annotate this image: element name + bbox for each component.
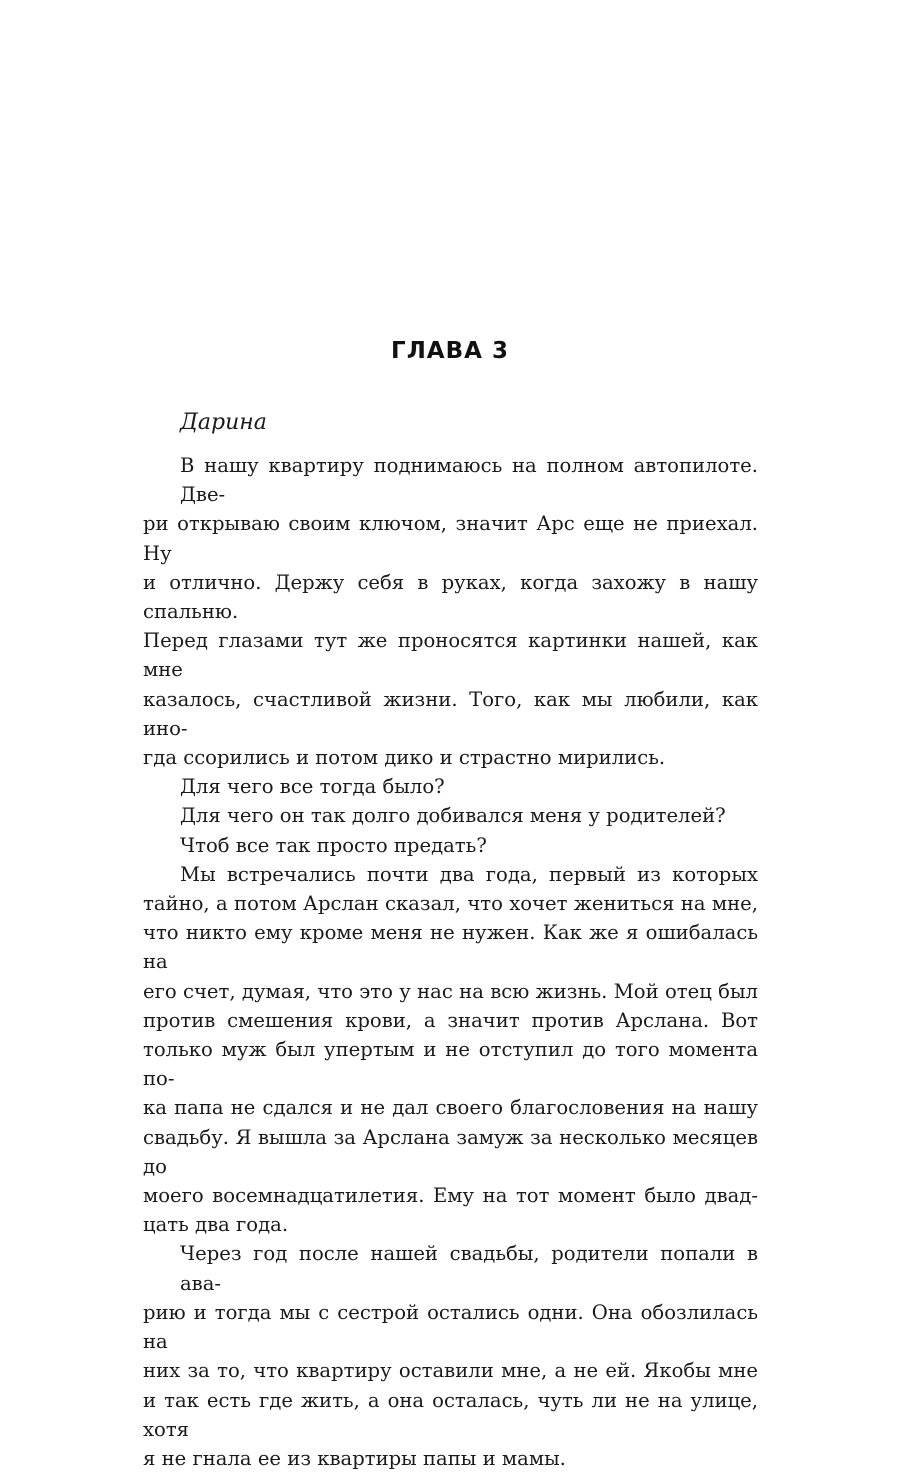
text-line: гда ссорились и потом дико и страстно мирились. [143,746,666,770]
text-line: ка папа не сдался и не дал своего благословения на нашу [143,1096,758,1120]
text-line: Для чего он так долго добивался меня у родителей? [180,804,726,828]
text-line: Чтоб все так просто предать? [180,833,487,857]
text-line: что никто ему кроме меня не нужен. Как же я ошибалась на [143,921,758,974]
text-line: его счет, думая, что это у нас на всю жизнь. Мой отец был [143,979,758,1003]
text-line: только муж был упертым и не отступил до того момента по- [143,1038,758,1091]
text-line: них за то, что квартиру оставили мне, а не ей. Якобы мне [143,1359,758,1383]
text-line: цать два года. [143,1213,289,1237]
text-line: и так есть где жить, а она осталась, чуть ли не на улице, хотя [143,1388,758,1441]
text-line: казалось, счастливой жизни. Того, как мы любили, как ино- [143,687,758,740]
paragraphs [143,451,758,1473]
text-line: рию и тогда мы с сестрой остались одни. Она обозлилась на [143,1300,758,1354]
paragraph [143,772,758,801]
paragraph [143,1239,758,1473]
paragraph [143,831,758,860]
text-line: и отлично. Держу себя в руках, когда захожу в нашу спальню. [143,570,758,624]
text-line: тайно, а потом Арслан сказал, что хочет жениться на мне, [143,892,758,916]
chapter-title: ГЛАВА 3 [391,338,509,364]
text-line: В нашу квартиру поднимаюсь на полном автопилоте. Две- [180,454,758,507]
text-line: свадьбу. Я вышла за Арслана замуж за несколько месяцев до [143,1125,758,1178]
text-line: Мы встречались почти два года, первый из которых [180,862,758,886]
text-line: против смешения крови, а значит против Арслана. Вот [143,1008,758,1032]
narrator-name: Дарина [180,410,267,435]
paragraph [143,801,758,830]
text-line: Перед глазами тут же проносятся картинки нашей, как мне [143,629,758,682]
body-text [143,405,758,1473]
text-line: моего восемнадцатилетия. Ему на тот момент было двад- [143,1184,758,1208]
paragraph [143,451,758,772]
text-line: Через год после нашей свадьбы, родители попали в ава- [180,1242,758,1295]
text-line: я не гнала ее из квартиры папы и мамы. [143,1446,566,1470]
text-line: Для чего все тогда было? [180,775,445,799]
text-line: ри открываю своим ключом, значит Арс еще не приехал. Ну [143,512,758,565]
paragraph [143,860,758,1240]
